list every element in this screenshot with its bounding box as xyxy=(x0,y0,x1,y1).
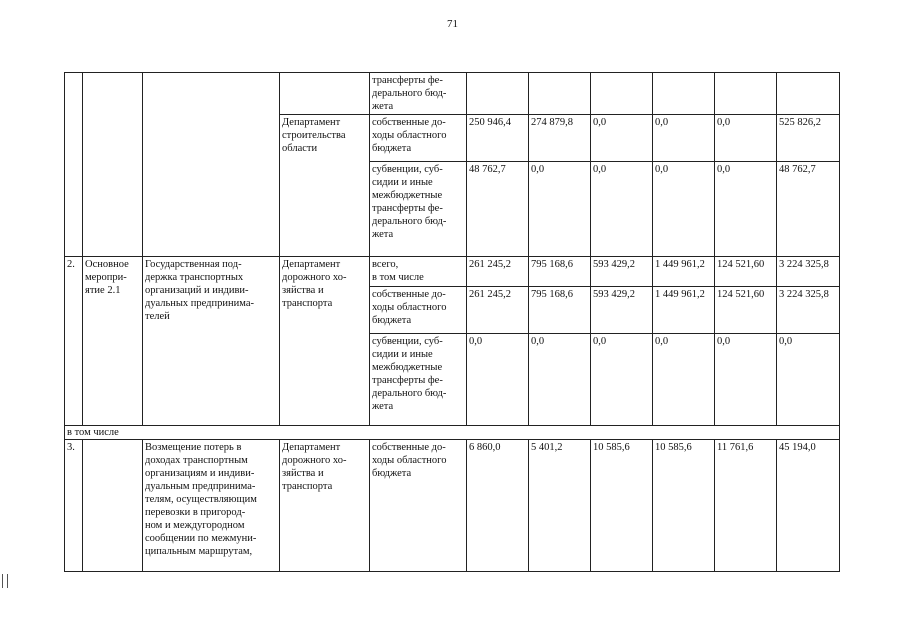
value-cell: 261 245,2 xyxy=(467,287,529,334)
margin-mark xyxy=(2,574,8,588)
funding-type-cell: собственные до- ходы областного бюджета xyxy=(370,440,467,572)
value-cell: 0,0 xyxy=(591,162,653,257)
value-cell xyxy=(715,73,777,115)
value-cell: 274 879,8 xyxy=(529,115,591,162)
value-cell: 593 429,2 xyxy=(591,257,653,287)
name-cell xyxy=(83,73,143,257)
value-cell: 261 245,2 xyxy=(467,257,529,287)
value-cell: 45 194,0 xyxy=(777,440,840,572)
value-cell: 1 449 961,2 xyxy=(653,257,715,287)
executor-cell: Департамент строительства области xyxy=(280,115,370,257)
number-cell: 2. xyxy=(65,257,83,426)
value-cell: 3 224 325,8 xyxy=(777,257,840,287)
value-cell xyxy=(529,73,591,115)
value-cell xyxy=(591,73,653,115)
name-cell xyxy=(83,440,143,572)
number-cell: 3. xyxy=(65,440,83,572)
page-number: 71 xyxy=(447,18,458,30)
value-cell: 10 585,6 xyxy=(591,440,653,572)
value-cell: 795 168,6 xyxy=(529,257,591,287)
funding-type-cell: собственные до- ходы областного бюджета xyxy=(370,115,467,162)
value-cell: 0,0 xyxy=(715,162,777,257)
value-cell: 48 762,7 xyxy=(777,162,840,257)
value-cell: 0,0 xyxy=(529,334,591,426)
value-cell xyxy=(467,73,529,115)
funding-type-cell: всего, в том числе xyxy=(370,257,467,287)
executor-cell xyxy=(280,73,370,115)
value-cell: 0,0 xyxy=(715,334,777,426)
value-cell: 48 762,7 xyxy=(467,162,529,257)
value-cell: 11 761,6 xyxy=(715,440,777,572)
value-cell: 0,0 xyxy=(467,334,529,426)
value-cell: 593 429,2 xyxy=(591,287,653,334)
value-cell: 3 224 325,8 xyxy=(777,287,840,334)
table-row xyxy=(65,440,840,572)
value-cell: 0,0 xyxy=(529,162,591,257)
funding-type-cell: субвенции, суб- сидии и иные межбюджетные трансферты фе- дерального бюд- жета xyxy=(370,334,467,426)
description-cell: Государственная под- держка транспортных организаций и индиви- дуальных предпринима- телей xyxy=(143,257,280,426)
value-cell: 0,0 xyxy=(591,115,653,162)
value-cell xyxy=(653,73,715,115)
value-cell: 250 946,4 xyxy=(467,115,529,162)
section-label: в том числе xyxy=(65,426,840,440)
value-cell: 795 168,6 xyxy=(529,287,591,334)
value-cell: 10 585,6 xyxy=(653,440,715,572)
table-row xyxy=(65,257,840,287)
value-cell: 0,0 xyxy=(653,334,715,426)
value-cell: 124 521,60 xyxy=(715,287,777,334)
table-row xyxy=(65,426,840,440)
executor-cell: Департамент дорожного хо- зяйства и транспорта xyxy=(280,257,370,426)
value-cell xyxy=(777,73,840,115)
value-cell: 525 826,2 xyxy=(777,115,840,162)
value-cell: 5 401,2 xyxy=(529,440,591,572)
value-cell: 0,0 xyxy=(653,115,715,162)
value-cell: 0,0 xyxy=(653,162,715,257)
number-cell xyxy=(65,73,83,257)
value-cell: 124 521,60 xyxy=(715,257,777,287)
executor-cell: Департамент дорожного хо- зяйства и транспорта xyxy=(280,440,370,572)
funding-type-cell: субвенции, суб- сидии и иные межбюджетные трансферты фе- дерального бюд- жета xyxy=(370,162,467,257)
description-cell: Возмещение потерь в доходах транспортным организациям и индиви- дуальным предпринима- телям, осуществляющим перевозки в пригород- ном и междугородном сообщении по межмуни- ципальным маршрутам, xyxy=(143,440,280,572)
value-cell: 0,0 xyxy=(777,334,840,426)
budget-table xyxy=(64,72,840,572)
table-row xyxy=(65,73,840,115)
name-cell: Основное меропри- ятие 2.1 xyxy=(83,257,143,426)
value-cell: 0,0 xyxy=(591,334,653,426)
value-cell: 6 860,0 xyxy=(467,440,529,572)
funding-type-cell: трансферты фе- дерального бюд- жета xyxy=(370,73,467,115)
value-cell: 0,0 xyxy=(715,115,777,162)
description-cell xyxy=(143,73,280,257)
value-cell: 1 449 961,2 xyxy=(653,287,715,334)
funding-type-cell: собственные до- ходы областного бюджета xyxy=(370,287,467,334)
